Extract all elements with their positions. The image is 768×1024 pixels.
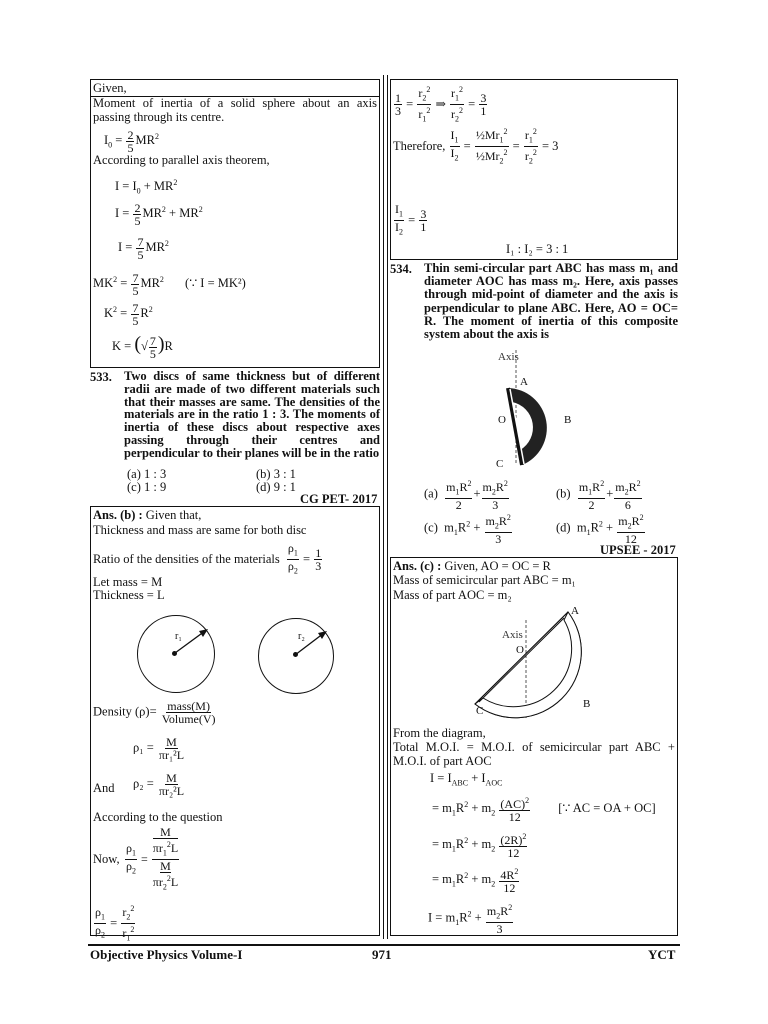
answer-534-line2: Mass of part AOC = m₂ — [393, 588, 512, 602]
footer-page-number: 971 — [372, 947, 392, 962]
option-534-b: (b) $\frac{m_1R^2}{2}$ + $\frac{m_2R^2}{6}$ — [556, 479, 641, 513]
equation-mk2-note: (∵ I = MK²) — [185, 276, 246, 291]
equation-i-final: I = $\frac{7}{5}$ $MR^2$ — [118, 234, 169, 262]
footer-publisher: YCT — [648, 947, 676, 962]
moi-eq2-note: [∵ AC = OA + OC] — [558, 801, 656, 816]
moi-eq5: $I = m_1R^2$ + $\frac{m_2R^2}{3}$ — [428, 903, 513, 937]
fig-ans-axis-label: Axis — [502, 629, 523, 641]
disc-1-radius-arrow — [137, 615, 217, 695]
source-cgpet: CG PET- 2017 — [300, 492, 378, 506]
footer-rule — [88, 944, 680, 946]
column-separator-right — [387, 75, 388, 939]
fig-ans-b-label: B — [583, 698, 591, 710]
option-534-a: (a) $\frac{m_1R^2}{2}$ + $\frac{m_2R^2}{3}$ — [424, 479, 508, 513]
given-label: Given, — [93, 81, 127, 95]
now-label: Now, — [93, 852, 120, 866]
fig534-axis-label: Axis — [498, 351, 519, 363]
moi-eq4: = $m_1R^2 + m_2$ $\frac{4R^2}{12}$ — [432, 867, 519, 896]
equation-i0: $I_0$ = $\frac{2}{5}$ $MR^2$ — [104, 127, 159, 155]
disc-1-radius-label: r₁ — [175, 631, 182, 642]
fig534-o-label: O — [498, 414, 506, 426]
moi-eq2: = $m_1R^2 + m_2$ $\frac{(AC)^2}{12}$ [∵ AC = OA + OC] — [432, 796, 656, 825]
option-533-c: (c) 1 : 9 — [127, 480, 167, 494]
answer-533-heading: Ans. (b) : Given that, — [93, 508, 202, 522]
ratio-eq4: I₁ : I₂ = 3 : 1 — [506, 242, 569, 256]
fig-ans-a-label: A — [571, 605, 579, 617]
disc-2-radius-label: r₂ — [298, 631, 305, 642]
fig-ans-c-label: C — [476, 705, 484, 717]
equation-i-expanded: I = $\frac{2}{5}$ $MR^2 + MR^2$ — [115, 200, 203, 228]
moi-eq3: = $m_1R^2 + m_2$ $\frac{(2R)^2}{12}$ — [432, 832, 527, 861]
ratio-eq3: $\frac{I_1}{I_2}$ = $\frac{3}{1}$ — [395, 202, 427, 237]
question-534-text: Thin semi-circular part ABC has mass m₁ and diameter AOC has mass m₂. Here, axis passes through mid-point of diameter and the axis is perpendicular to plane ABC. Here, AO = OC= R. The moment of inertia of this composite system about the axis is — [424, 261, 678, 342]
fig534-b-label: B — [564, 414, 572, 426]
sphere-statement: Moment of inertia of a solid sphere about an axis passing through its centre. — [93, 96, 377, 124]
source-upsee: UPSEE - 2017 — [600, 543, 676, 557]
fig534-c-label: C — [496, 458, 504, 470]
question-533-number: 533. — [90, 370, 112, 384]
option-534-c: (c) $m_1R^2$ + $\frac{m_2R^2}{3}$ — [424, 513, 511, 547]
and-label: And — [93, 781, 115, 795]
answer-534-line4: Total M.O.I. = M.O.I. of semicircular part ABC + M.O.I. of part AOC — [393, 740, 675, 768]
fig534-a-label: A — [520, 376, 528, 388]
ratio-equation: $\frac{\rho_1}{\rho_2}$ = M $\pi r_1^2L$ M $\pi r_2^2L$ — [126, 825, 179, 892]
density-equation: Density (ρ)= mass(M) Volume(V) — [93, 699, 216, 726]
option-533-a: (a) 1 : 3 — [127, 467, 167, 481]
answer-533-mass: Let mass = M — [93, 575, 163, 589]
answer-533-line2: Ratio of the densities of the materials $\frac{\rho_1}{\rho_2}$ = $\frac{1}{3}$ — [93, 541, 322, 576]
option-533-d: (d) 9 : 1 — [256, 480, 296, 494]
answer-533-line1: Thickness and mass are same for both disc — [93, 523, 307, 537]
fig-ans-o-label: O — [516, 644, 524, 656]
rho2-equation: ρ₂ = $\frac{M}{\text{πr₂²L}}$ — [133, 771, 185, 798]
therefore-eq: Therefore, $\frac{I_1}{I_2}$ = $\frac{\frac{1}{2}Mr_1^2}{\frac{1}{2}Mr_2^2}$ = $\frac{r_1^2}{r_2^2}$ = 3 — [393, 127, 559, 166]
semicircle-figure-question — [490, 350, 590, 470]
semicircle-figure-answer — [470, 600, 600, 720]
answer-534-line1: Mass of semicircular part ABC = m₁ — [393, 573, 576, 587]
footer-book-title: Objective Physics Volume-I — [90, 947, 243, 962]
equation-k2: $K^2$ = $\frac{7}{5}$ $R^2$ — [104, 300, 153, 328]
final-ratio: $\frac{\rho_1}{\rho_2}$ = $\frac{r_2^2}{r_1^2}$ — [95, 904, 135, 943]
question-534-number: 534. — [390, 262, 412, 276]
question-533-text: Two discs of same thickness but of different radii are made of two different materials such that their masses are same. The densities of the materials are in the ratio 1 : 3. The moments of inertia of these discs about respective axes passing through their centres and perpendicular to their planes will be in the ratio — [124, 369, 380, 460]
moi-eq1: $I = I_{ABC} + I_{AOC}$ — [430, 771, 503, 788]
column-separator-left — [383, 75, 384, 939]
option-534-d: (d) $m_1R^2$ + $\frac{m_2R^2}{12}$ — [556, 513, 644, 547]
option-533-b: (b) 3 : 1 — [256, 467, 296, 481]
answer-534-line3: From the diagram, — [393, 726, 486, 740]
ratio-eq1: $\frac{1}{3}$ = $\frac{r_2^2}{r_1^2}$ ⇒ $\frac{r_1^2}{r_2^2}$ = $\frac{3}{1}$ — [395, 85, 487, 124]
answer-533-thickness: Thickness = L — [93, 588, 165, 602]
according-question: According to the question — [93, 810, 223, 824]
rho1-equation: ρ₁ = $\frac{M}{\text{πr₁²L}}$ — [133, 735, 185, 762]
parallel-axis-text: According to parallel axis theorem, — [93, 153, 270, 167]
equation-i-sum: $I = I_0 + MR^2$ — [115, 178, 178, 196]
equation-k: K = (√ $\frac{7}{5}$ )R — [112, 333, 173, 361]
equation-mk2: $MK^2$ = $\frac{7}{5}$ $MR^2$ (∵ I = MK²) — [93, 270, 246, 298]
answer-534-heading: Ans. (c) : Given, AO = OC = R — [393, 559, 551, 573]
